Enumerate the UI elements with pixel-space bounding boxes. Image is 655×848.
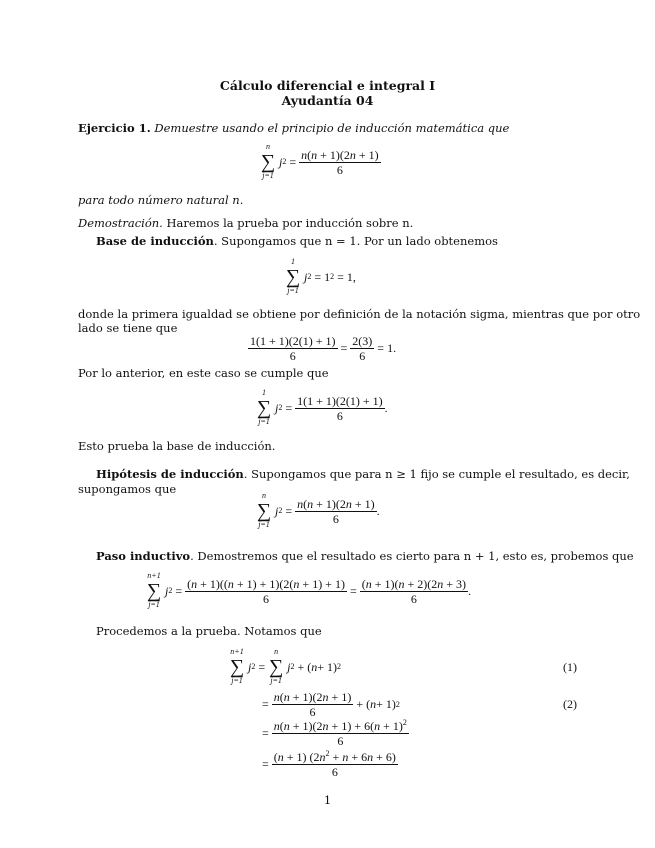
- base-done: Esto prueba la base de inducción.: [78, 439, 276, 453]
- step-paragraph: [96, 549, 634, 563]
- base-paragraph: [96, 234, 498, 248]
- exercise-text: Demuestre usando el principio de inducción matemática que: [154, 121, 510, 135]
- course-title: Cálculo diferencial e integral I: [219, 78, 436, 93]
- main-formula: n ∑ j=1 j 2 = $\frac{n(n + 1)(2n + 1)}{6}$: [260, 142, 379, 180]
- equation-number-1: (1): [563, 660, 577, 674]
- hypothesis-formula: n ∑ j=1 j 2 = $\frac{n(n + 1)(2n + 1)}{6}$ .: [256, 491, 380, 529]
- hypothesis-paragraph: [96, 467, 630, 481]
- base-note-line-1: donde la primera igualdad se obtiene por definición de la notación sigma, mientras que por otro: [78, 307, 641, 321]
- rhs-computation: $\frac{1(1 + 1)(2(1) + 1)}{6}$ = $\frac{2(3)}{6}$ = 1.: [250, 334, 397, 363]
- page-number: 1: [323, 793, 332, 807]
- base-text: . Supongamos que n = 1. Por un lado obtenemos: [213, 234, 498, 248]
- exercise-closing: para todo número natural n.: [78, 193, 244, 207]
- exercise-label: Ejercicio 1.: [78, 121, 151, 135]
- step-target-formula: n+1 ∑ j=1 j 2 = $\frac{(n + 1)((n + 1) + 1)(2(n + 1) + 1)}{6}$ = $\frac{(n + 1)(n + 2)(2n + 3)}{6}$ .: [146, 571, 472, 609]
- proceed-text: Procedemos a la prueba. Notamos que: [96, 624, 322, 638]
- proof-intro-text: Haremos la prueba por inducción sobre n.: [166, 216, 414, 230]
- hypothesis-text-2: supongamos que: [78, 482, 177, 496]
- base-verified-formula: 1 ∑ j=1 j 2 = $\frac{1(1 + 1)(2(1) + 1)}{6}$ .: [256, 388, 388, 426]
- proof-intro: [78, 216, 413, 230]
- exercise-statement: [78, 121, 509, 135]
- derivation-line-1: n+1 ∑ j=1 j 2 = n ∑ j=1 j 2 + ( n + 1) 2: [229, 647, 341, 685]
- base-note-line-2: lado se tiene que: [78, 321, 178, 335]
- step-text: . Demostremos que el resultado es cierto para n + 1, esto es, probemos que: [190, 549, 634, 563]
- step-label: Paso inductivo: [96, 549, 191, 563]
- derivation-line-2: = $\frac{n(n + 1)(2n + 1)}{6}$ + ( n + 1) 2: [262, 690, 400, 719]
- base-conclusion: Por lo anterior, en este caso se cumple que: [78, 366, 329, 380]
- base-label: Base de inducción: [96, 234, 214, 248]
- derivation-line-3: = $\frac{n(n + 1)(2n + 1) + 6(n + 1)^2}{6}$: [262, 718, 407, 748]
- equation-number-2: (2): [563, 697, 577, 711]
- hypothesis-text: . Supongamos que para n ≥ 1 fijo se cumple el resultado, es decir,: [243, 467, 630, 481]
- derivation-line-4: = $\frac{(n + 1) (2n^2 + n + 6n + 6)}{6}$: [262, 749, 396, 779]
- session-title: Ayudantía 04: [281, 93, 374, 108]
- hypothesis-label: Hipótesis de inducción: [96, 467, 244, 481]
- base-equation: 1 ∑ j=1 j 2 = 1 2 = 1,: [285, 257, 356, 295]
- proof-label: Demostración.: [78, 216, 163, 230]
